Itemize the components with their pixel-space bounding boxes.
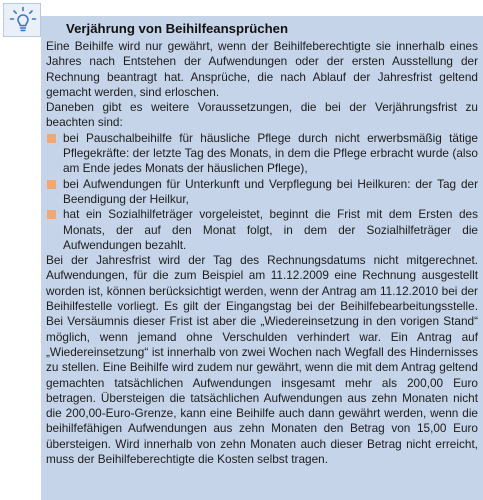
- bullet-square-icon: [47, 134, 56, 143]
- info-text: [46, 39, 478, 467]
- paragraph-intro: Eine Beihilfe wird nur gewährt, wenn der Beihilfeberechtigte sie innerhalb eines Jahres nach Entstehen der Aufwendungen oder der ersten Ausstellung der Rechnung beantragt hat. Ansprüche, die nach Ablauf der Jahresfrist geltend gemacht werden, sind erloschen.: [46, 39, 478, 99]
- list-item-text: bei Pauschalbeihilfe für häusliche Pflege durch nicht erwerbsmäßig tätige Pflegekräfte: der letzte Tag des Monats, in dem die Pflege erbracht wurde (also am Ende jedes Monats der häuslichen Pflege),: [63, 130, 478, 176]
- bullet-square-icon: [47, 210, 56, 219]
- list-item: [46, 177, 478, 208]
- paragraph-conditions: Daneben gibt es weitere Voraussetzungen, die bei der Verjährungsfrist zu beachten sind:: [46, 100, 478, 130]
- list-item-text: bei Aufwendungen für Unterkunft und Verpflegung bei Heilkuren: der Tag der Beendigung der Heilkur,: [63, 176, 478, 206]
- bullet-square-icon: [47, 180, 56, 189]
- list-item-text: hat ein Sozialhilfeträger vorgeleistet, beginnt die Frist mit dem Ersten des Monats, der auf den Monat folgt, in dem der Sozialhilfeträger die Aufwendungen bezahlt.: [63, 207, 478, 252]
- conditions-list: [46, 131, 478, 253]
- tip-icon-box: [3, 3, 41, 37]
- section-title: Verjährung von Beihilfeansprüchen: [66, 21, 289, 36]
- list-item: [46, 207, 478, 253]
- list-item: [46, 131, 478, 177]
- paragraph-deadline-details: Bei der Jahresfrist wird der Tag des Rechnungsdatums nicht mitgerechnet. Aufwendungen, für die zum Beispiel am 11.12.2009 eine Rechnung ausgestellt worden ist, können berücksichtigt werden, wenn der Antrag am 11.12.2010 bei der Beihilfestelle vorliegt. Es gilt der Eingangstag bei der Beihilfebearbeitungsstelle. Bei Versäumnis dieser Frist ist aber die „Wiedereinsetzung in den vorigen Stand“ möglich, wenn jemand ohne Verschulden verhindert war. Ein Antrag auf „Wiedereinsetzung“ ist innerhalb von zwei Wochen nach Wegfall des Hindernisses zu stellen. Eine Beihilfe wird zudem nur gewährt, wenn die mit dem Antrag geltend gemachten tatsächlichen Aufwendungen insgesamt mehr als 200,00 Euro betragen. Übersteigen die tatsächlichen Aufwendungen aus zehn Monaten nicht die 200,00-Euro-Grenze, kann eine Beihilfe auch dann gewährt werden, wenn die beihilfefähigen Aufwendungen aus zehn Monaten den Betrag von 15,00 Euro übersteigen. Wird innerhalb von zehn Monaten auch dieser Betrag nicht erreicht, muss der Beihilfeberechtigte die Kosten selbst tragen.: [46, 253, 478, 467]
